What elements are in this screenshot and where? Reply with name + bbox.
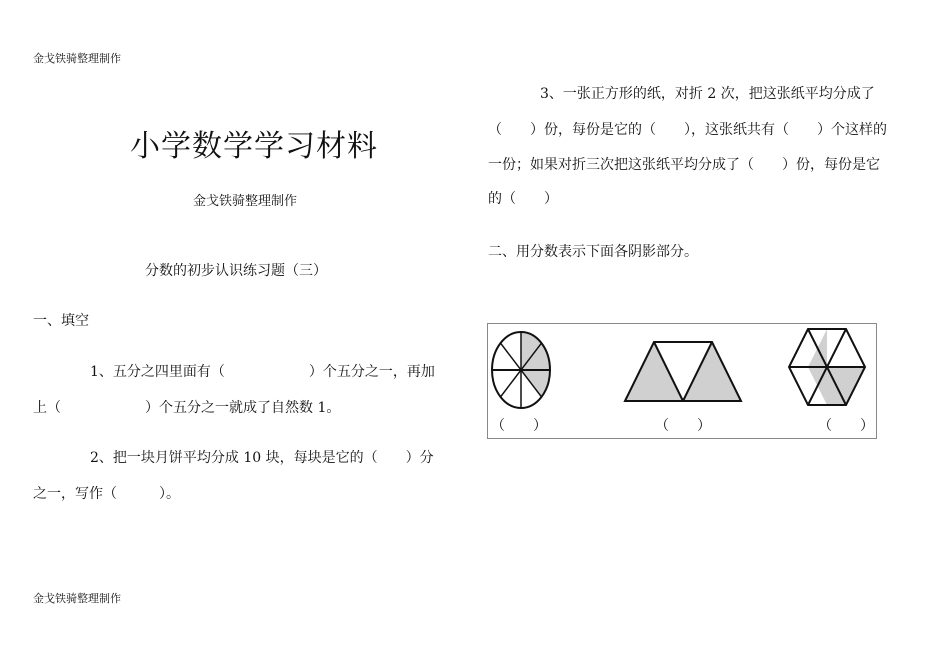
figure-hexagon [789, 329, 865, 405]
figure2-answer-blank: （ ） [655, 418, 711, 434]
header-watermark: 金戈铁骑整理制作 [33, 52, 121, 65]
question2-line2: 之一，写作（ ）。 [33, 486, 180, 502]
figure1-answer-blank: （ ） [491, 418, 547, 434]
circle-shaded-sector [521, 370, 550, 397]
footer-watermark: 金戈铁骑整理制作 [33, 592, 121, 605]
question3-line1: 3、一张正方形的纸，对折 2 次，把这张纸平均分成了 [540, 86, 875, 102]
figure-circle [492, 332, 550, 408]
section1-heading: 一、填空 [33, 313, 89, 329]
section2-heading: 二、用分数表示下面各阴影部分。 [488, 244, 698, 260]
question3-line2: （ ）份，每份是它的（ ），这张纸共有（ ）个这样的 [488, 122, 887, 138]
question1-line2: 上（ ）个五分之一就成了自然数 1。 [33, 400, 341, 416]
trapezoid-shaded-triangle [625, 342, 683, 401]
question2-line1: 2、把一块月饼平均分成 10 块，每块是它的（ ）分 [90, 450, 434, 466]
page-subtitle: 金戈铁骑整理制作 [193, 194, 298, 209]
page-title: 小学数学学习材料 [130, 129, 378, 164]
question3-line3: 一份；如果对折三次把这张纸平均分成了（ ）份，每份是它 [488, 157, 880, 173]
trapezoid-shaded-triangle [683, 342, 741, 401]
question3-line4: 的（ ） [488, 191, 558, 207]
question1-line1: 1、五分之四里面有（ ）个五分之一，再加 [90, 364, 435, 380]
figure-trapezoid [625, 342, 741, 401]
figure3-answer-blank: （ ） [818, 418, 874, 434]
worksheet-title: 分数的初步认识练习题（三） [145, 263, 327, 279]
fraction-figures-panel [487, 323, 877, 439]
